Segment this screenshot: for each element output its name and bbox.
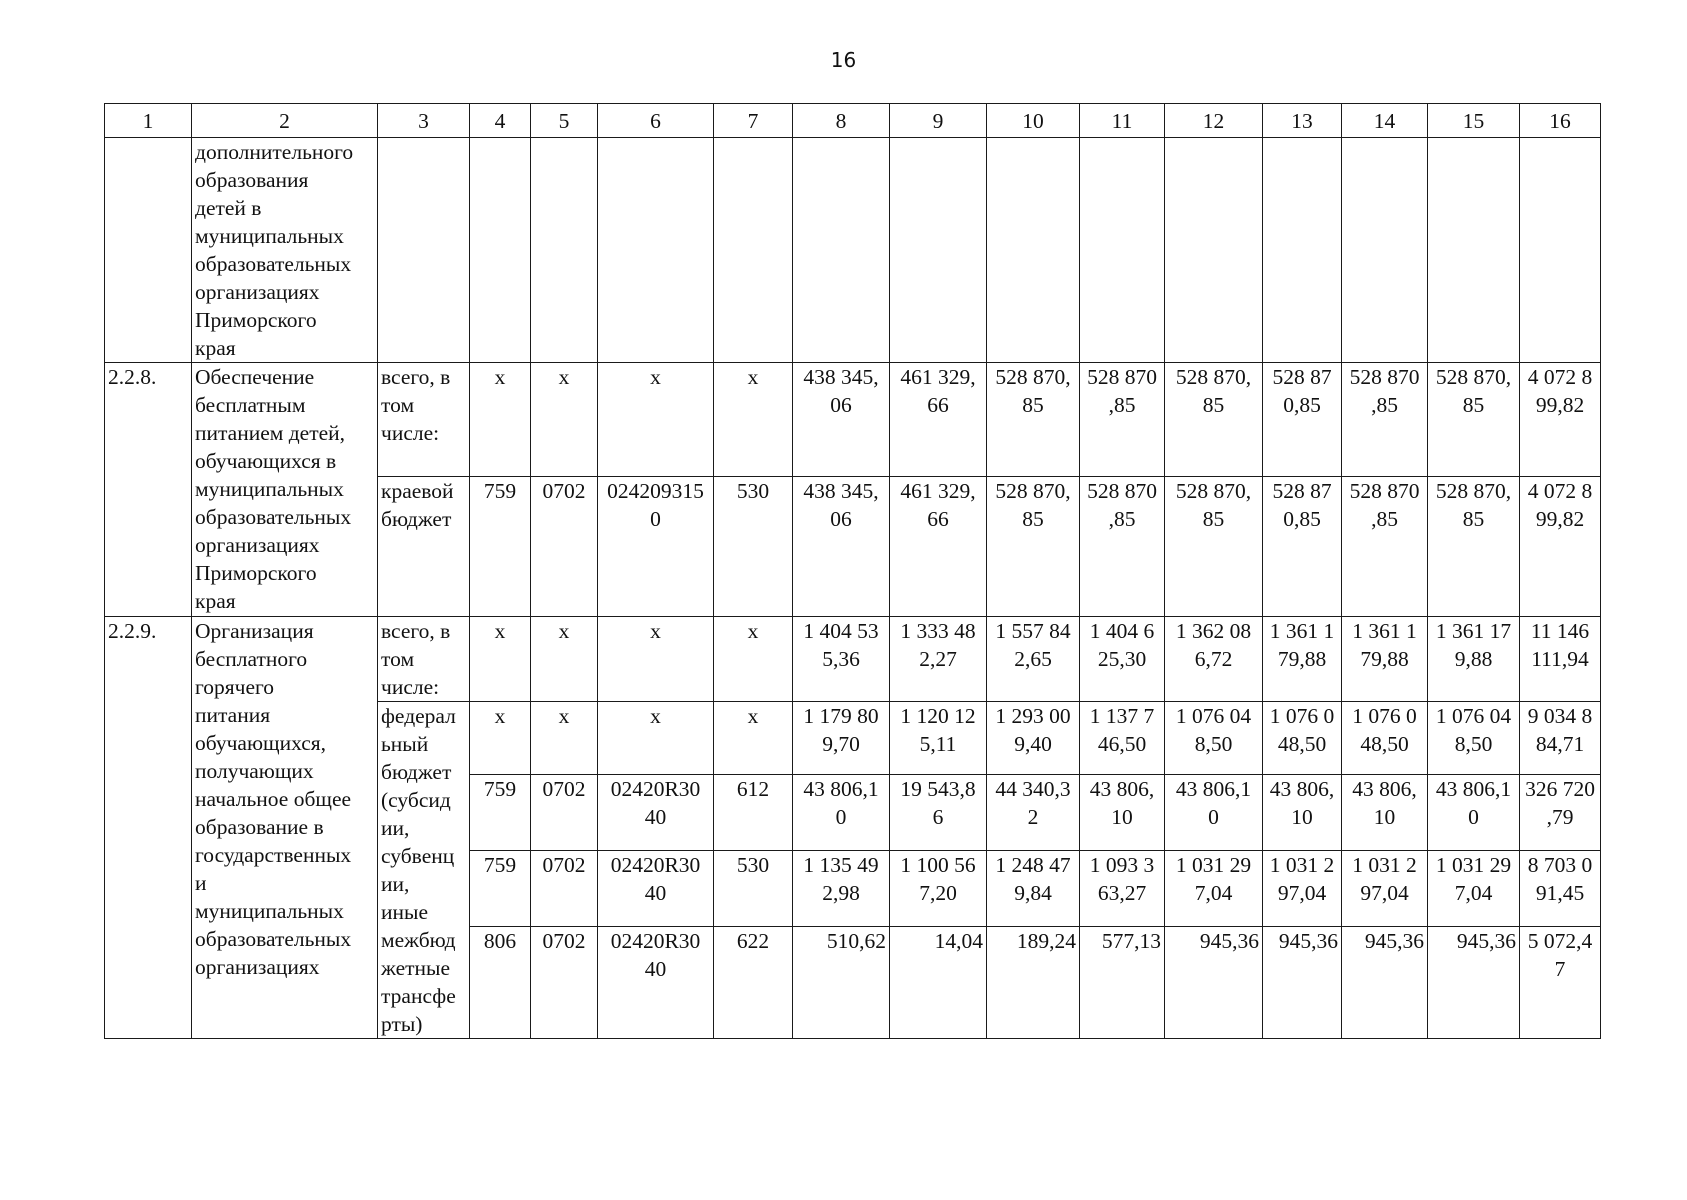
table-cell: 806 [470,927,531,1039]
table-cell: x [470,702,531,775]
table-cell: 1 557 84 2,65 [995,619,1071,671]
table-cell: 9 034 8 84,71 [1527,704,1593,756]
table-cell: x [470,617,531,702]
continuation-row [105,138,1601,363]
table-cell: 43 806,1 0 [803,777,879,830]
table-cell: 945,36 [1263,927,1342,1039]
table-cell: 0702 [531,775,598,851]
column-number: 3 [378,104,470,138]
table-cell: 1 333 48 2,27 [900,619,976,671]
table-cell: 622 [714,927,793,1039]
funding-source: всего, в том числе: [381,619,451,699]
table-cell: 577,13 [1080,927,1165,1039]
column-number: 12 [1165,104,1263,138]
table-cell: 759 [470,851,531,927]
table-cell: 528 870, 85 [995,365,1071,417]
table-cell: x [714,617,793,702]
table-cell: 1 076 0 48,50 [1269,704,1335,756]
table-cell: 945,36 [1342,927,1428,1039]
table-cell: 612 [714,775,793,851]
table-cell: 1 137 7 46,50 [1089,704,1155,756]
table-cell: 0702 [531,477,598,617]
table-cell: x [598,363,714,477]
column-number: 13 [1263,104,1342,138]
table-cell: 1 361 17 9,88 [1435,619,1512,671]
measure-number: 2.2.8. [108,365,157,389]
table-cell: 14,04 [890,927,987,1039]
table-cell: 528 870, 85 [1175,479,1252,531]
table-cell: 1 031 2 97,04 [1269,853,1335,906]
column-number: 6 [598,104,714,138]
table-cell: 02420R30 40 [610,929,701,982]
budget-table [104,103,1601,1039]
table-cell: x [598,617,714,702]
table-cell: 024209315 0 [607,479,704,531]
column-number: 7 [714,104,793,138]
table-cell: x [714,363,793,477]
column-number: 8 [793,104,890,138]
table-cell: 510,62 [793,927,890,1039]
table-cell: 1 362 08 6,72 [1175,619,1252,671]
table-cell: 43 806,1 0 [1435,777,1512,830]
table-cell: 528 870, 85 [1175,365,1252,417]
table-cell: 530 [714,477,793,617]
table-cell: 461 329, 66 [900,479,976,531]
funding-source: федерал ьный бюджет (субсид ии, субвенц ии, иные межбюд жетные трансфе рты) [381,704,456,1036]
table-cell: 528 870 ,85 [1087,365,1157,417]
page-number: 16 [830,48,857,72]
table-cell: 528 870, 85 [995,479,1071,531]
table-cell: 43 806, 10 [1269,777,1335,830]
table-cell: 44 340,3 2 [995,777,1071,830]
table-cell: 528 87 0,85 [1272,479,1332,531]
table-cell: 1 031 2 97,04 [1352,853,1417,906]
table-cell: 1 404 53 5,36 [803,619,879,671]
table-cell: 1 120 12 5,11 [900,704,976,756]
table-cell: 4 072 8 99,82 [1527,479,1593,531]
table-cell: 1 100 56 7,20 [900,853,976,906]
table-row [105,363,1601,477]
table-cell: 759 [470,775,531,851]
table-cell: 189,24 [987,927,1080,1039]
table-cell: x [531,702,598,775]
column-number: 15 [1428,104,1520,138]
table-cell: 438 345, 06 [803,365,879,417]
column-number: 9 [890,104,987,138]
table-cell: 11 146 111,94 [1530,619,1590,671]
table-cell: 1 135 49 2,98 [803,853,879,906]
table-cell: 461 329, 66 [900,365,976,417]
table-row [105,617,1601,702]
table-cell: 530 [714,851,793,927]
measure-number: 2.2.9. [108,619,157,643]
table-cell: 438 345, 06 [803,479,879,531]
column-number: 10 [987,104,1080,138]
table-cell: x [531,617,598,702]
table-cell: 1 076 04 8,50 [1435,704,1512,756]
column-number: 1 [105,104,192,138]
funding-source: всего, в том числе: [381,365,451,445]
table-cell: x [598,702,714,775]
table-cell: 43 806,1 0 [1175,777,1252,830]
table-cell: 1 031 29 7,04 [1435,853,1512,906]
column-number: 2 [192,104,378,138]
table-cell: 02420R30 40 [610,853,701,906]
table-cell: 1 404 6 25,30 [1089,619,1155,671]
table-cell: 528 870 ,85 [1349,365,1420,417]
table-cell: x [714,702,793,775]
table-cell: 0702 [531,927,598,1039]
table-cell: 5 072,4 7 [1527,929,1593,982]
column-number-row [105,104,1601,138]
table-cell: 1 293 00 9,40 [995,704,1071,756]
table-cell: 326 720 ,79 [1525,777,1595,830]
funding-source: краевой бюджет [381,479,454,531]
table-cell: 1 248 47 9,84 [995,853,1071,906]
table-cell: 945,36 [1165,927,1263,1039]
measure-name-continued: дополнительного образования детей в муниципальных образовательных организациях Приморского края [195,140,354,360]
table-cell: 0702 [531,851,598,927]
table-cell: 528 87 0,85 [1272,365,1332,417]
table-cell: 1 031 29 7,04 [1175,853,1252,906]
table-cell: 02420R30 40 [610,777,701,830]
table-cell: 19 543,8 6 [900,777,976,830]
table-cell: 1 361 1 79,88 [1269,619,1335,671]
table-cell: 945,36 [1428,927,1520,1039]
column-number: 4 [470,104,531,138]
table-cell: x [470,363,531,477]
table-cell: 528 870 ,85 [1349,479,1420,531]
table-cell: 1 076 04 8,50 [1175,704,1252,756]
table-cell: 528 870 ,85 [1087,479,1157,531]
column-number: 14 [1342,104,1428,138]
table-cell: 4 072 8 99,82 [1527,365,1593,417]
table-cell: 759 [470,477,531,617]
measure-name: Обеспечение бесплатным питанием детей, обучающихся в муниципальных образовательных организациях Приморского края [195,365,352,613]
table-cell: 528 870, 85 [1435,479,1512,531]
table-cell: 43 806, 10 [1352,777,1417,830]
table-cell: 1 093 3 63,27 [1089,853,1155,906]
table-cell: 1 179 80 9,70 [803,704,879,756]
table-cell: 43 806, 10 [1089,777,1155,830]
measure-name: Организация бесплатного горячего питания обучающихся, получающих начальное общее образование в государственных и муниципальных образовательных организациях [195,619,352,979]
table-cell: x [531,363,598,477]
column-number: 16 [1520,104,1601,138]
column-number: 5 [531,104,598,138]
table-cell: 8 703 0 91,45 [1527,853,1593,906]
column-number: 11 [1080,104,1165,138]
table-cell: 1 076 0 48,50 [1352,704,1417,756]
table-cell: 1 361 1 79,88 [1352,619,1417,671]
table-cell: 528 870, 85 [1435,365,1512,417]
